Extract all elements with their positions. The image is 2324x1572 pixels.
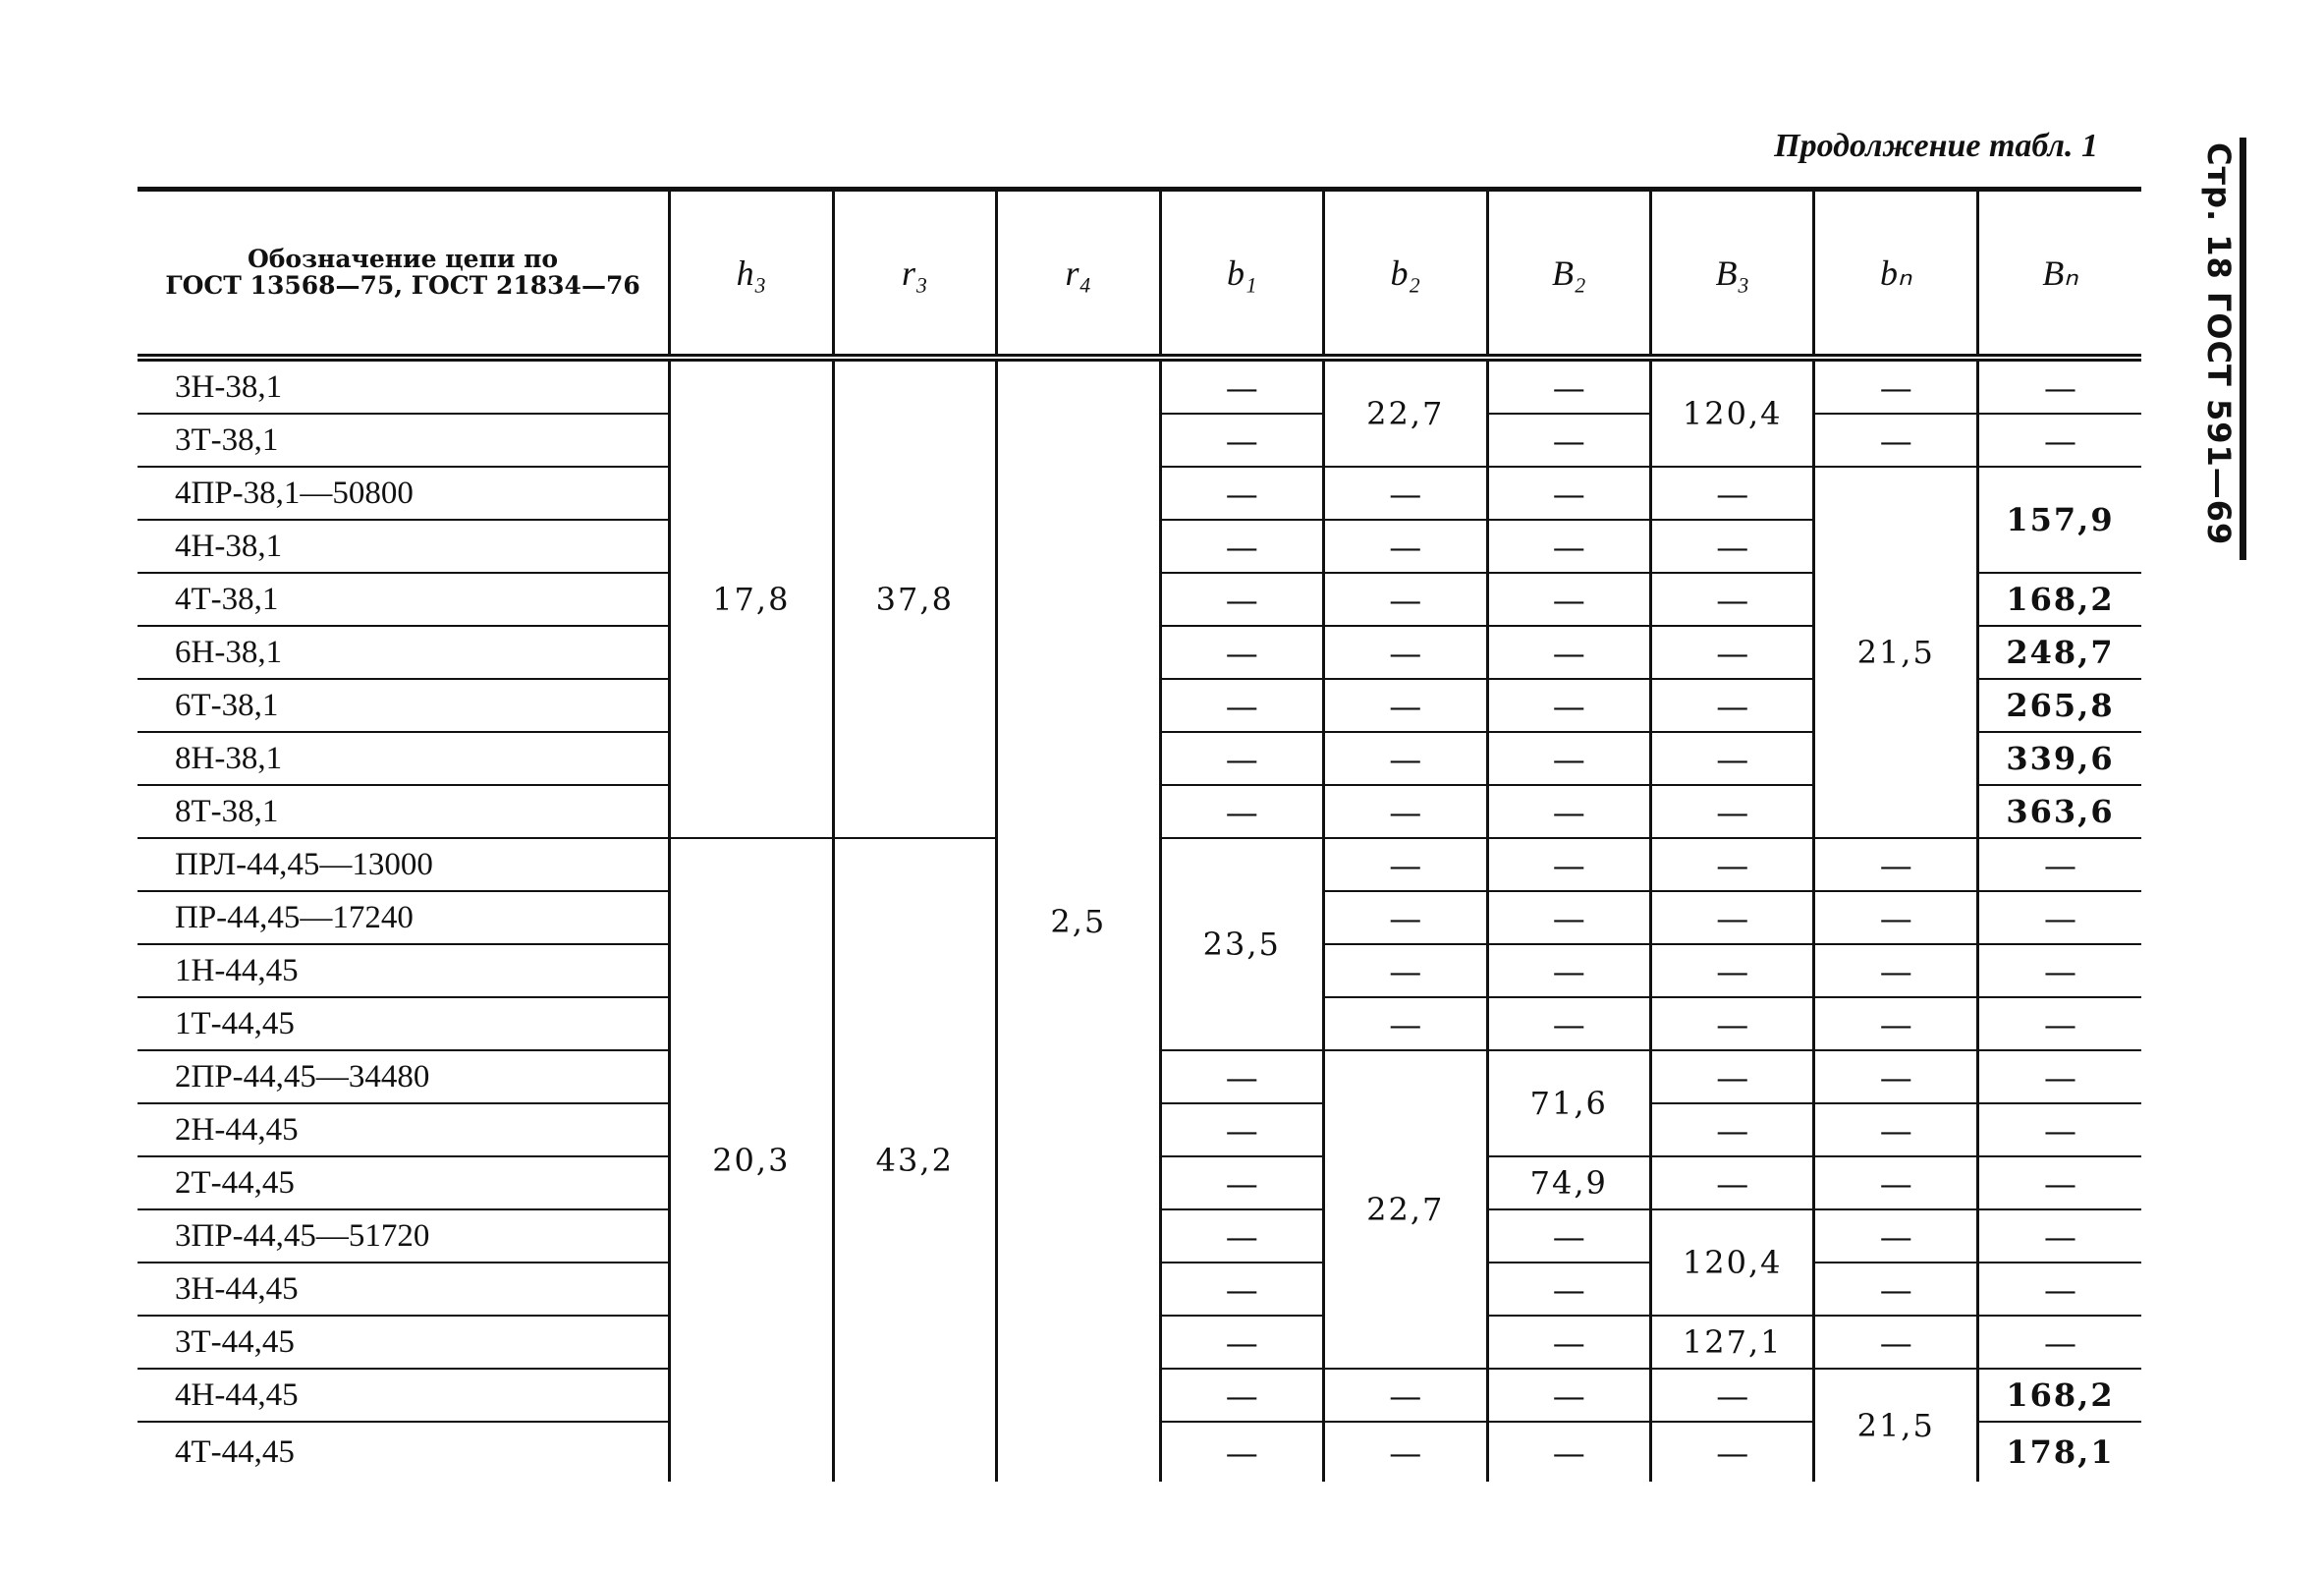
b1-dash: — (1160, 1316, 1323, 1369)
chain-designation: 3Н-44,45 (138, 1263, 670, 1316)
b2-dash: — (1324, 626, 1487, 679)
B3-dash: — (1650, 891, 1813, 944)
header-B2: B₂ (1487, 190, 1650, 359)
table-continuation-caption: Продолжение табл. 1 (1774, 128, 2098, 164)
Bn-value: 157,9 (1977, 467, 2141, 573)
B3-dash: — (1650, 838, 1813, 891)
b1-dash: — (1160, 573, 1323, 626)
B2-dash: — (1487, 626, 1650, 679)
bn-dash: — (1814, 838, 1977, 891)
chain-designation: 3Н-38,1 (138, 358, 670, 414)
chain-designation: 3Т-44,45 (138, 1316, 670, 1369)
bn-value: 21,5 (1814, 1369, 1977, 1482)
b2-dash: — (1324, 944, 1487, 997)
header-designation-line1: Обозначение цепи по (247, 245, 559, 274)
bn-dash: — (1814, 1263, 1977, 1316)
b1-dash: — (1160, 520, 1323, 573)
bn-dash: — (1814, 1209, 1977, 1263)
b2-dash: — (1324, 891, 1487, 944)
chain-designation: 4ПР-38,1—50800 (138, 467, 670, 520)
B3-dash: — (1650, 785, 1813, 838)
B2-dash: — (1487, 1209, 1650, 1263)
B3-dash: — (1650, 467, 1813, 520)
h3-value: 17,8 (670, 358, 833, 838)
Bn-value: 178,1 (1977, 1422, 2141, 1482)
B3-value: 120,4 (1650, 358, 1813, 467)
b2-dash: — (1324, 732, 1487, 785)
chain-designation: 4Н-38,1 (138, 520, 670, 573)
b1-dash: — (1160, 785, 1323, 838)
bn-dash: — (1814, 944, 1977, 997)
B3-dash: — (1650, 997, 1813, 1050)
B2-dash: — (1487, 679, 1650, 732)
B3-dash: — (1650, 732, 1813, 785)
b1-dash: — (1160, 732, 1323, 785)
chain-designation: 2Н-44,45 (138, 1103, 670, 1156)
Bn-dash: — (1977, 997, 2141, 1050)
Bn-dash: — (1977, 1103, 2141, 1156)
header-Bn: Bₙ (1977, 190, 2141, 359)
header-b1: b₁ (1160, 190, 1323, 359)
b1-dash: — (1160, 1209, 1323, 1263)
b1-dash: — (1160, 358, 1323, 414)
B2-dash: — (1487, 358, 1650, 414)
header-r3: r₃ (833, 190, 996, 359)
b1-dash: — (1160, 679, 1323, 732)
chain-designation: 2ПР-44,45—34480 (138, 1050, 670, 1103)
B2-dash: — (1487, 1422, 1650, 1482)
chain-designation: 1Т-44,45 (138, 997, 670, 1050)
Bn-value: 168,2 (1977, 1369, 2141, 1422)
chain-designation: 3ПР-44,45—51720 (138, 1209, 670, 1263)
bn-dash: — (1814, 358, 1977, 414)
B3-dash: — (1650, 1369, 1813, 1422)
Bn-dash: — (1977, 358, 2141, 414)
bn-dash: — (1814, 1050, 1977, 1103)
B2-dash: — (1487, 997, 1650, 1050)
b1-dash: — (1160, 626, 1323, 679)
Bn-dash: — (1977, 838, 2141, 891)
Bn-value: 248,7 (1977, 626, 2141, 679)
chain-designation: 8Н-38,1 (138, 732, 670, 785)
Bn-value: 168,2 (1977, 573, 2141, 626)
B3-dash: — (1650, 679, 1813, 732)
b2-dash: — (1324, 520, 1487, 573)
Bn-dash: — (1977, 891, 2141, 944)
Bn-dash: — (1977, 944, 2141, 997)
B3-dash: — (1650, 520, 1813, 573)
Bn-dash: — (1977, 1050, 2141, 1103)
header-h3: h₃ (670, 190, 833, 359)
b2-dash: — (1324, 1422, 1487, 1482)
b1-dash: — (1160, 1422, 1323, 1482)
chain-designation: 1Н-44,45 (138, 944, 670, 997)
b2-dash: — (1324, 785, 1487, 838)
chain-dimensions-table (138, 187, 2141, 1482)
b1-dash: — (1160, 467, 1323, 520)
b1-dash: — (1160, 1156, 1323, 1209)
b2-dash: — (1324, 997, 1487, 1050)
Bn-dash: — (1977, 414, 2141, 467)
chain-designation: ПР-44,45—17240 (138, 891, 670, 944)
b1-dash: — (1160, 1263, 1323, 1316)
chain-designation: ПРЛ-44,45—13000 (138, 838, 670, 891)
chain-designation: 4Т-38,1 (138, 573, 670, 626)
B2-dash: — (1487, 414, 1650, 467)
Bn-dash: — (1977, 1209, 2141, 1263)
Bn-dash: — (1977, 1316, 2141, 1369)
B2-dash: — (1487, 573, 1650, 626)
b1-dash: — (1160, 1369, 1323, 1422)
B3-dash: — (1650, 626, 1813, 679)
header-designation-line2: ГОСТ 13568—75, ГОСТ 21834—76 (165, 270, 640, 300)
b2-value: 22,7 (1324, 358, 1487, 467)
r4-value: 2,5 (997, 358, 1160, 1482)
B3-value: 120,4 (1650, 1209, 1813, 1316)
bn-dash: — (1814, 891, 1977, 944)
Bn-value: 265,8 (1977, 679, 2141, 732)
bn-dash: — (1814, 1156, 1977, 1209)
chain-designation: 4Н-44,45 (138, 1369, 670, 1422)
chain-designation: 4Т-44,45 (175, 1433, 295, 1470)
B3-dash: — (1650, 1422, 1813, 1482)
b2-dash: — (1324, 467, 1487, 520)
Bn-value: 339,6 (1977, 732, 2141, 785)
b2-dash: — (1324, 573, 1487, 626)
B2-dash: — (1487, 891, 1650, 944)
B3-dash: — (1650, 1103, 1813, 1156)
Bn-value: 363,6 (1977, 785, 2141, 838)
b2-dash: — (1324, 838, 1487, 891)
B3-dash: — (1650, 1050, 1813, 1103)
B2-dash: — (1487, 838, 1650, 891)
header-B3: B₃ (1650, 190, 1813, 359)
Bn-dash: — (1977, 1263, 2141, 1316)
header-b2: b₂ (1324, 190, 1487, 359)
B3-dash: — (1650, 1156, 1813, 1209)
chain-designation: 2Т-44,45 (138, 1156, 670, 1209)
B2-value: 71,6 (1487, 1050, 1650, 1156)
B2-dash: — (1487, 732, 1650, 785)
Bn-dash: — (1977, 1156, 2141, 1209)
chain-designation: 8Т-38,1 (138, 785, 670, 838)
b1-value: 23,5 (1160, 838, 1323, 1050)
B3-dash: — (1650, 944, 1813, 997)
r3-value: 37,8 (833, 358, 996, 838)
bn-value: 21,5 (1814, 467, 1977, 838)
header-bn: bₙ (1814, 190, 1977, 359)
b2-dash: — (1324, 1369, 1487, 1422)
B3-dash: — (1650, 573, 1813, 626)
B2-value: 74,9 (1487, 1156, 1650, 1209)
bn-dash: — (1814, 1103, 1977, 1156)
B3-value: 127,1 (1650, 1316, 1813, 1369)
chain-designation: 3Т-38,1 (138, 414, 670, 467)
chain-designation: 6Н-38,1 (138, 626, 670, 679)
h3-value: 20,3 (670, 838, 833, 1482)
b1-dash: — (1160, 414, 1323, 467)
B2-dash: — (1487, 1263, 1650, 1316)
header-designation (138, 190, 670, 359)
page-side-label: Стр. 18 ГОСТ 591—69 (2200, 142, 2238, 546)
b1-dash: — (1160, 1050, 1323, 1103)
b2-value: 22,7 (1324, 1050, 1487, 1369)
bn-dash: — (1814, 414, 1977, 467)
B2-dash: — (1487, 785, 1650, 838)
b1-dash: — (1160, 1103, 1323, 1156)
B2-dash: — (1487, 520, 1650, 573)
bn-dash: — (1814, 1316, 1977, 1369)
bn-dash: — (1814, 997, 1977, 1050)
header-r4: r₄ (997, 190, 1160, 359)
header-row (138, 190, 2141, 359)
B2-dash: — (1487, 1369, 1650, 1422)
B2-dash: — (1487, 467, 1650, 520)
chain-designation: 6Т-38,1 (138, 679, 670, 732)
B2-dash: — (1487, 944, 1650, 997)
b2-dash: — (1324, 679, 1487, 732)
B2-dash: — (1487, 1316, 1650, 1369)
table-row (138, 358, 2141, 414)
r3-value: 43,2 (833, 838, 996, 1482)
